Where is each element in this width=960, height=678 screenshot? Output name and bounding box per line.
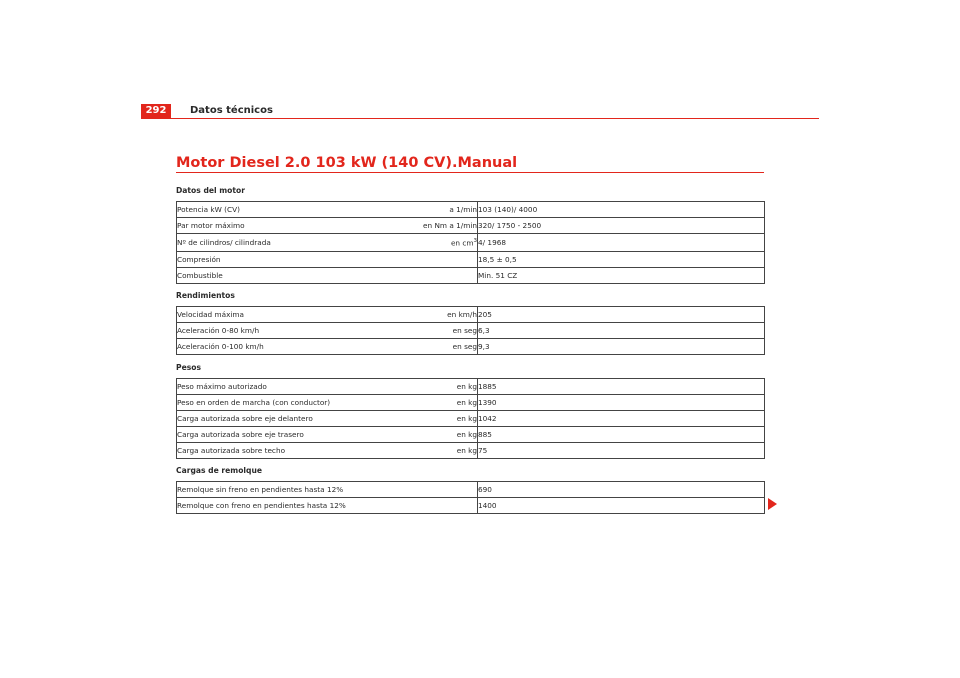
table-row bbox=[177, 323, 765, 339]
row-unit bbox=[377, 379, 478, 395]
table-row bbox=[177, 268, 765, 284]
row-value: 1390 bbox=[478, 395, 765, 411]
running-head: Datos técnicos bbox=[190, 105, 273, 116]
row-unit-superscript: 3 bbox=[473, 237, 477, 244]
row-unit bbox=[377, 323, 478, 339]
towing-table bbox=[176, 481, 765, 514]
row-label: Peso en orden de marcha (con conductor) bbox=[177, 395, 377, 411]
row-label: Nº de cilindros/ cilindrada bbox=[177, 234, 377, 252]
row-unit bbox=[377, 395, 478, 411]
row-value: 18,5 ± 0,5 bbox=[478, 252, 765, 268]
row-unit-text: en seg bbox=[452, 326, 477, 335]
row-unit-text: en Nm a 1/min bbox=[423, 221, 477, 230]
row-unit-text: en kg bbox=[456, 414, 477, 423]
table-row bbox=[177, 218, 765, 234]
row-unit-text: en kg bbox=[456, 382, 477, 391]
engine-table bbox=[176, 201, 765, 284]
row-unit bbox=[377, 218, 478, 234]
title-rule bbox=[176, 172, 764, 173]
row-value: 1885 bbox=[478, 379, 765, 395]
row-unit bbox=[377, 234, 478, 252]
table-row bbox=[177, 379, 765, 395]
row-label: Velocidad máxima bbox=[177, 307, 377, 323]
page-number: 292 bbox=[141, 104, 171, 118]
row-value: 103 (140)/ 4000 bbox=[478, 202, 765, 218]
row-label: Peso máximo autorizado bbox=[177, 379, 377, 395]
row-label: Remolque con freno en pendientes hasta 12% bbox=[177, 498, 478, 514]
row-value: 885 bbox=[478, 427, 765, 443]
section-label-weights: Pesos bbox=[176, 363, 201, 372]
row-label: Carga autorizada sobre techo bbox=[177, 443, 377, 459]
table-row bbox=[177, 427, 765, 443]
table-row bbox=[177, 498, 765, 514]
row-value: 9,3 bbox=[478, 339, 765, 355]
row-value: Min. 51 CZ bbox=[478, 268, 765, 284]
row-unit-text: en kg bbox=[456, 398, 477, 407]
table-row bbox=[177, 443, 765, 459]
row-value: 6,3 bbox=[478, 323, 765, 339]
row-label: Carga autorizada sobre eje delantero bbox=[177, 411, 377, 427]
table-row bbox=[177, 202, 765, 218]
row-unit bbox=[377, 411, 478, 427]
row-unit bbox=[377, 202, 478, 218]
row-unit-text: en cm bbox=[450, 238, 474, 248]
row-label: Potencia kW (CV) bbox=[177, 202, 377, 218]
row-label: Aceleración 0-80 km/h bbox=[177, 323, 377, 339]
row-value: 1042 bbox=[478, 411, 765, 427]
header-rule bbox=[141, 118, 819, 119]
table-row bbox=[177, 482, 765, 498]
row-unit-text: en km/h bbox=[447, 310, 477, 319]
section-label-engine: Datos del motor bbox=[176, 186, 245, 195]
row-value: 205 bbox=[478, 307, 765, 323]
row-label: Aceleración 0-100 km/h bbox=[177, 339, 377, 355]
table-row bbox=[177, 307, 765, 323]
row-unit bbox=[377, 443, 478, 459]
row-label: Compresión bbox=[177, 252, 377, 268]
performance-table bbox=[176, 306, 765, 355]
row-value: 75 bbox=[478, 443, 765, 459]
weights-table bbox=[176, 378, 765, 459]
next-page-arrow-icon[interactable] bbox=[768, 498, 777, 510]
table-row bbox=[177, 411, 765, 427]
section-label-performance: Rendimientos bbox=[176, 291, 235, 300]
row-value: 320/ 1750 - 2500 bbox=[478, 218, 765, 234]
row-value: 1400 bbox=[478, 498, 765, 514]
table-row bbox=[177, 395, 765, 411]
row-unit bbox=[377, 268, 478, 284]
row-unit-text: a 1/min bbox=[449, 205, 477, 214]
row-value: 4/ 1968 bbox=[478, 234, 765, 252]
row-label: Remolque sin freno en pendientes hasta 12% bbox=[177, 482, 478, 498]
row-label: Combustible bbox=[177, 268, 377, 284]
row-label: Par motor máximo bbox=[177, 218, 377, 234]
section-label-towing: Cargas de remolque bbox=[176, 466, 263, 475]
row-label: Carga autorizada sobre eje trasero bbox=[177, 427, 377, 443]
row-unit-text: en kg bbox=[456, 446, 477, 455]
table-row bbox=[177, 339, 765, 355]
row-unit bbox=[377, 427, 478, 443]
page-title: Motor Diesel 2.0 103 kW (140 CV).Manual bbox=[176, 155, 518, 171]
row-unit bbox=[377, 252, 478, 268]
table-row bbox=[177, 234, 765, 252]
row-value: 690 bbox=[478, 482, 765, 498]
row-unit bbox=[377, 339, 478, 355]
row-unit-text: en kg bbox=[456, 430, 477, 439]
table-row bbox=[177, 252, 765, 268]
row-unit-text: en seg bbox=[452, 342, 477, 351]
row-unit bbox=[377, 307, 478, 323]
